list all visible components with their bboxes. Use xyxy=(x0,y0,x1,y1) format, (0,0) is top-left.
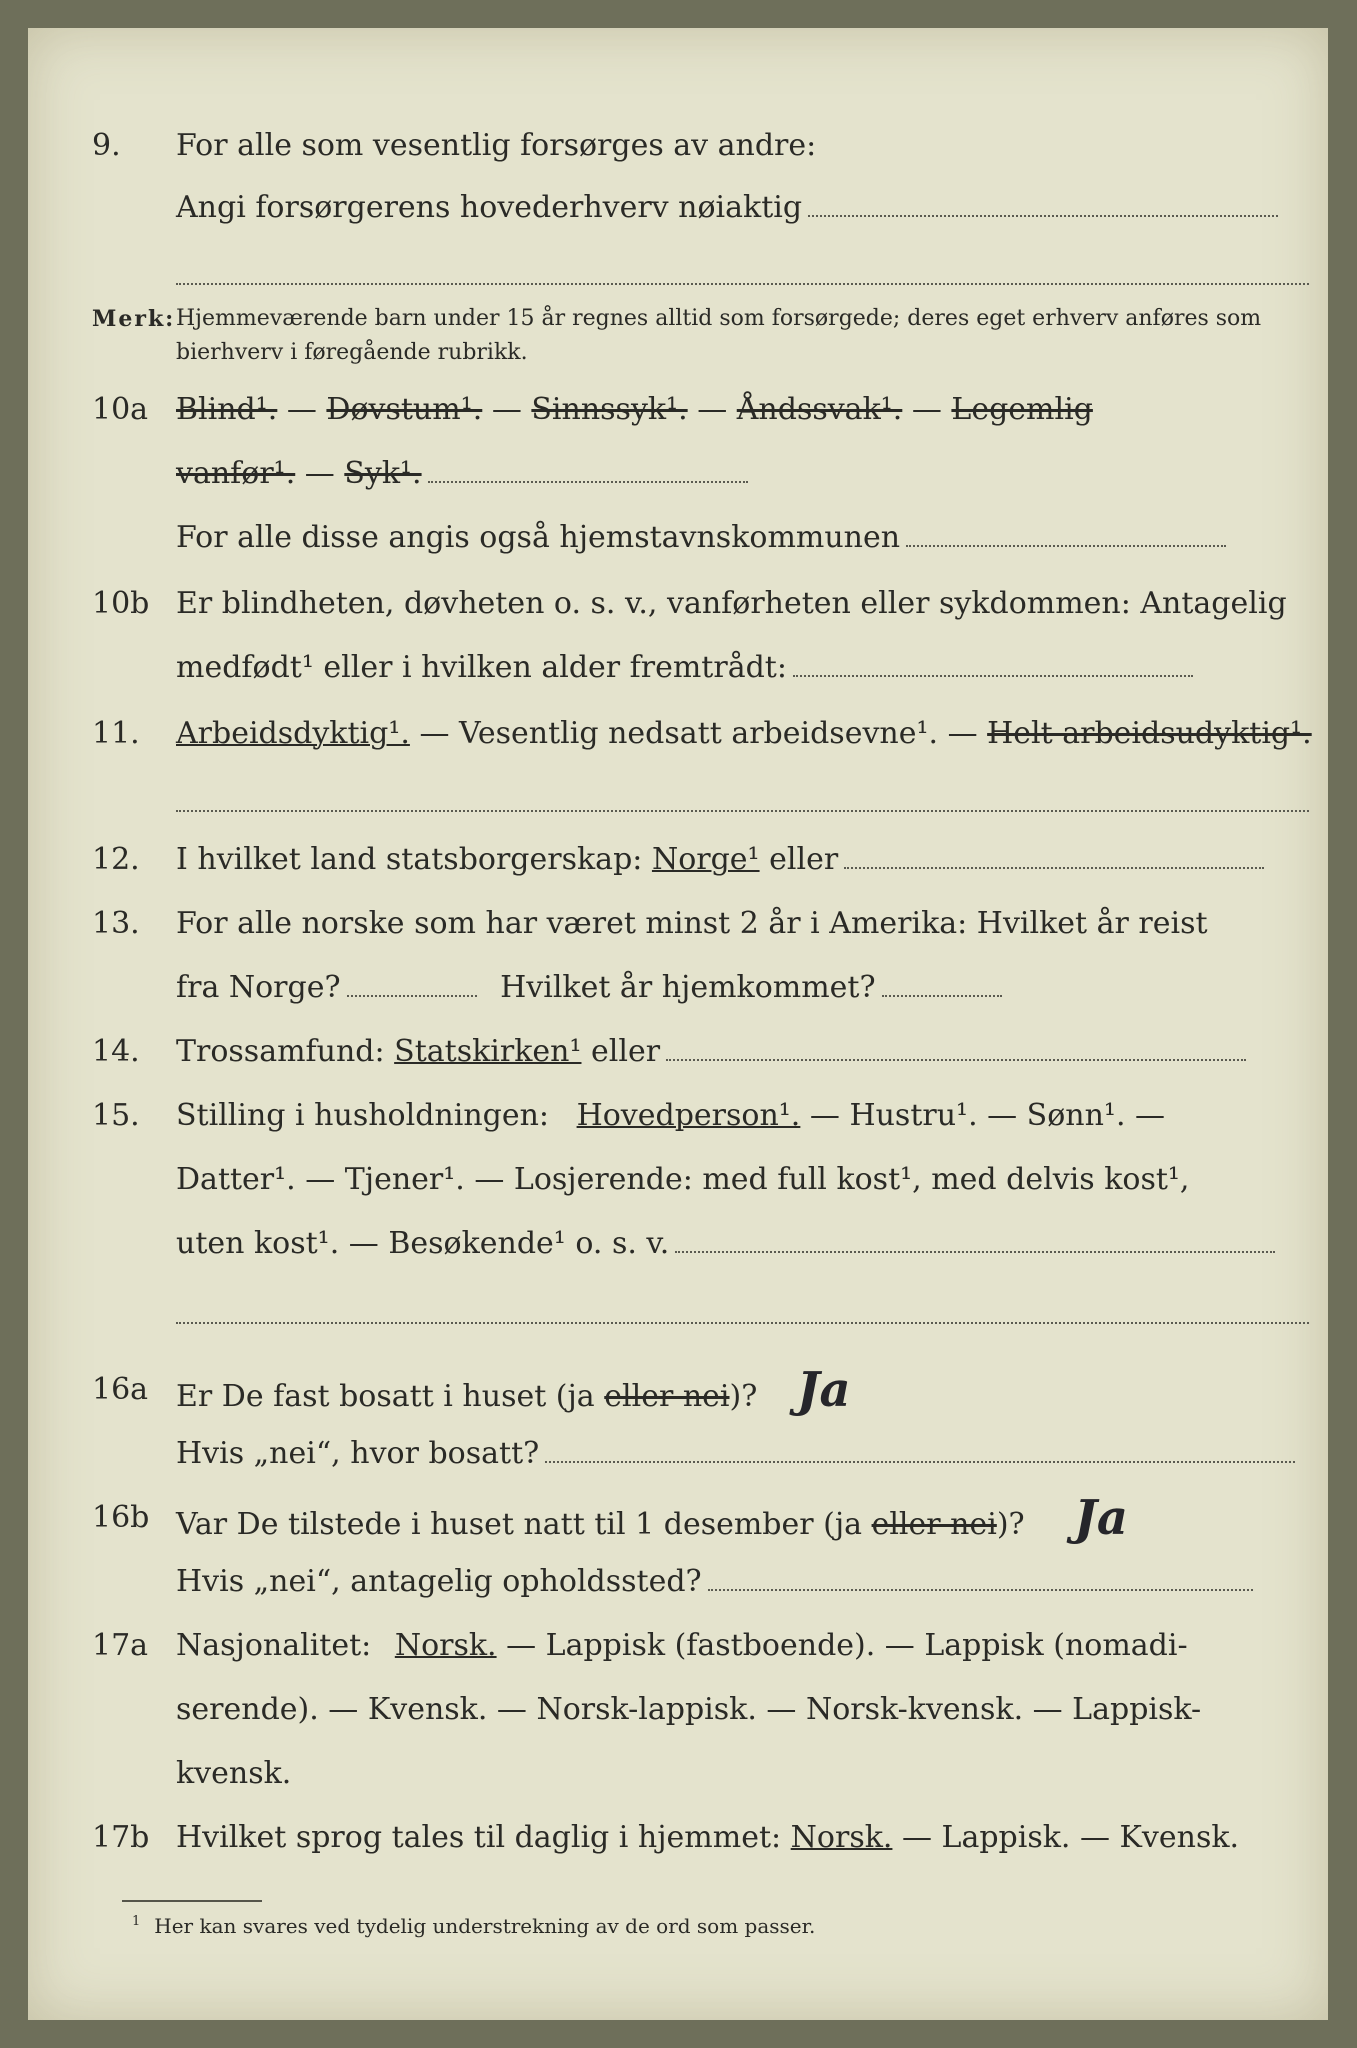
question-17a-line3: kvensk. xyxy=(176,1756,292,1791)
question-9 xyxy=(28,126,1328,166)
footnote-text: Her kan svares ved tydelig understrekning av de ord som passer. xyxy=(154,1914,816,1938)
footnote-divider xyxy=(122,1900,262,1902)
option-norsk: Norsk. xyxy=(790,1820,893,1855)
question-text: Nasjonalitet: xyxy=(176,1628,372,1663)
question-number: 14. xyxy=(92,1034,140,1069)
question-number: 13. xyxy=(92,906,140,941)
note-label: Merk: xyxy=(92,306,176,332)
option-vanfor: vanfør¹. xyxy=(176,456,296,491)
option-sinnssyk: Sinnssyk¹. xyxy=(531,392,688,427)
question-16b-line2: Hvis „nei“, antagelig opholdssted? xyxy=(28,1562,1328,1602)
question-number: 12. xyxy=(92,842,140,877)
question-number: 16b xyxy=(92,1500,150,1535)
question-number: 10a xyxy=(92,392,149,427)
answer-line[interactable] xyxy=(176,283,1309,285)
option-eller-nei: eller nei xyxy=(871,1507,997,1542)
question-text: medfødt¹ eller i hvilken alder fremtrådt: xyxy=(176,650,787,685)
question-10a-line2: vanfør¹. — Syk¹. xyxy=(28,454,1328,494)
answer-line[interactable] xyxy=(347,994,477,997)
option-norge: Norge¹ xyxy=(651,842,760,877)
question-15-line2: Datter¹. — Tjener¹. — Losjerende: med full kost¹, med delvis kost¹, xyxy=(176,1162,1190,1197)
answer-line[interactable] xyxy=(708,1588,1253,1591)
question-number: 16a xyxy=(92,1372,149,1407)
question-16b: 16b Var De tilstede i huset natt til 1 desember (ja eller nei)? Ja xyxy=(92,1490,1128,1546)
answer-line[interactable] xyxy=(882,994,1002,997)
option-statskirken: Statskirken¹ xyxy=(394,1034,582,1069)
answer-line[interactable] xyxy=(844,866,1264,869)
question-15: 15. Stilling i husholdningen: Hovedperson¹. — Hustru¹. — Sønn¹. — xyxy=(28,1096,1328,1136)
question-text: Er De fast bosatt i huset (ja xyxy=(176,1379,595,1414)
footnote xyxy=(132,1914,815,1938)
answer-line[interactable] xyxy=(666,1058,1246,1061)
question-10a-line3 xyxy=(28,518,1328,558)
question-16a-line2: Hvis „nei“, hvor bosatt? xyxy=(28,1434,1328,1474)
question-15-line3: uten kost¹. — Besøkende¹ o. s. v. xyxy=(28,1224,1328,1264)
option-helt-udyktig: Helt arbeidsudyktig¹. xyxy=(987,716,1312,751)
question-11 xyxy=(28,714,1328,754)
option-hovedperson: Hovedperson¹. xyxy=(576,1098,801,1133)
question-text: Er blindheten, døvheten o. s. v., vanførheten eller sykdommen: Antagelig xyxy=(176,586,1287,621)
census-form-page xyxy=(28,28,1328,2020)
note-text: Hjemmeværende barn under 15 år regnes alltid som forsørgede; deres eget erhverv anføres som bierhverv i føregående rubrikk. xyxy=(176,306,1262,365)
question-9-line2 xyxy=(28,188,1328,228)
option-legemlig: Legemlig xyxy=(951,392,1093,427)
question-16a: 16a Er De fast bosatt i huset (ja eller nei)? Ja xyxy=(92,1362,851,1418)
option-norsk: Norsk. xyxy=(394,1628,497,1663)
question-10b xyxy=(28,584,1328,624)
question-number: 15. xyxy=(92,1098,140,1133)
handwritten-answer[interactable]: Ja xyxy=(796,1362,851,1418)
answer-line[interactable] xyxy=(176,1322,1309,1324)
question-number: 9. xyxy=(92,128,121,163)
question-text: For alle som vesentlig forsørges av andre: xyxy=(176,128,817,163)
question-text: For alle norske som har været minst 2 år i Amerika: Hvilket år reist xyxy=(176,906,1208,941)
question-text: Hvilket sprog tales til daglig i hjemmet: xyxy=(176,1820,782,1855)
option-andssvak: Åndssvak¹. xyxy=(736,392,903,427)
option-syk: Syk¹. xyxy=(344,456,422,491)
answer-line[interactable] xyxy=(675,1250,1275,1253)
question-number: 17a xyxy=(92,1628,149,1663)
answer-line[interactable] xyxy=(176,810,1309,812)
answer-line[interactable] xyxy=(906,544,1226,547)
question-text: Angi forsørgerens hovederhverv nøiaktig xyxy=(176,190,803,225)
question-10b-line2 xyxy=(28,648,1328,688)
option-nedsatt: — Vesentlig nedsatt arbeidsevne¹. — xyxy=(419,716,978,751)
option-dovstum: Døvstum¹. xyxy=(326,392,483,427)
handwritten-answer[interactable]: Ja xyxy=(1074,1490,1128,1546)
question-14: 14. Trossamfund: Statskirken¹ eller xyxy=(28,1032,1328,1072)
question-number: 11. xyxy=(92,716,140,751)
question-17a: 17a Nasjonalitet: Norsk. — Lappisk (fastboende). — Lappisk (nomadi- xyxy=(28,1626,1328,1666)
answer-line[interactable] xyxy=(545,1460,1295,1463)
question-12: 12. I hvilket land statsborgerskap: Norge¹ eller xyxy=(28,840,1328,880)
question-10a: 10a Blind¹. — Døvstum¹. — Sinnssyk¹. — Åndssvak¹. — Legemlig xyxy=(28,390,1328,430)
question-text: I hvilket land statsborgerskap: xyxy=(176,842,643,877)
question-13-line2: fra Norge? Hvilket år hjemkommet? xyxy=(28,968,1328,1008)
question-text: Trossamfund: xyxy=(176,1034,385,1069)
option-eller-nei: eller nei xyxy=(604,1379,730,1414)
answer-line[interactable] xyxy=(428,480,748,483)
footnote-mark: 1 xyxy=(132,1914,141,1930)
option-blind: Blind¹. xyxy=(176,392,278,427)
question-17b: 17b Hvilket sprog tales til daglig i hjemmet: Norsk. — Lappisk. — Kvensk. xyxy=(28,1818,1328,1858)
question-number: 17b xyxy=(92,1820,150,1855)
question-text: Var De tilstede i huset natt til 1 desember (ja xyxy=(176,1507,863,1542)
answer-line[interactable] xyxy=(808,214,1278,217)
question-text: For alle disse angis også hjemstavnskommunen xyxy=(176,520,901,555)
question-number: 10b xyxy=(92,586,150,621)
question-13 xyxy=(28,904,1328,944)
question-17a-line2: serende). — Kvensk. — Norsk-lappisk. — Norsk-kvensk. — Lappisk- xyxy=(176,1692,1202,1727)
answer-line[interactable] xyxy=(793,674,1193,677)
question-text: Stilling i husholdningen: xyxy=(176,1098,550,1133)
option-arbeidsdyktig: Arbeidsdyktig¹. xyxy=(176,716,410,751)
